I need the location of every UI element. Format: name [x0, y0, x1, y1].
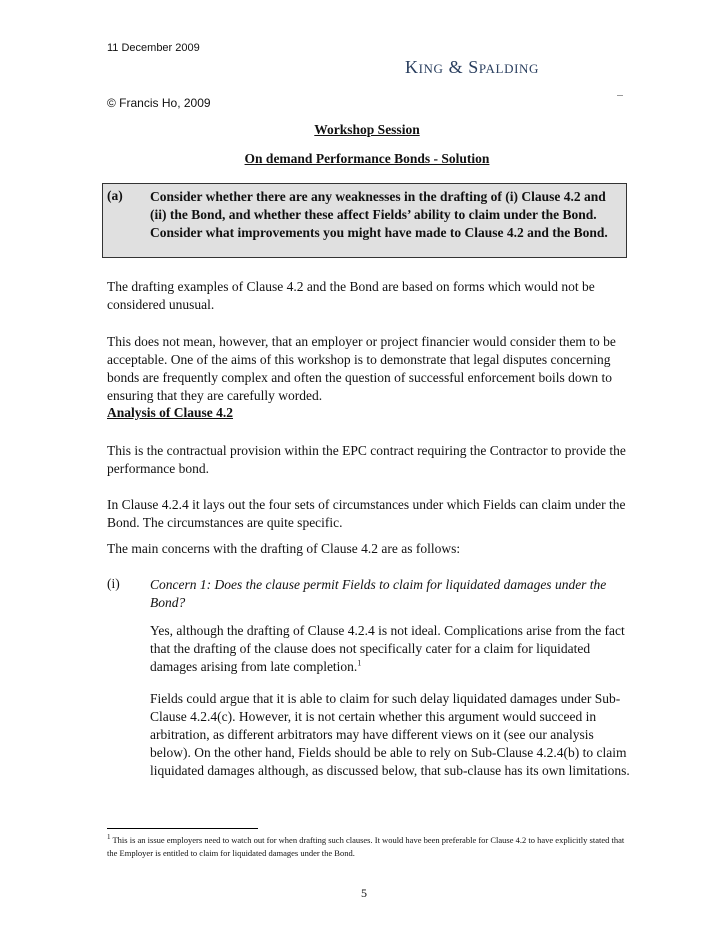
concern-1-answer-text: Yes, although the drafting of Clause 4.2.4 is not ideal. Complications arise from the fact that the drafting of the clause does not specifically cater for a claim for liquidated damages arising from late completion. — [150, 623, 625, 674]
section-heading-analysis: Analysis of Clause 4.2 — [107, 405, 234, 420]
header-copyright: © Francis Ho, 2009 — [107, 96, 211, 110]
footnote-number: 1 — [107, 833, 111, 842]
brand-divider — [617, 95, 623, 96]
concern-1-analysis: Fields could argue that it is able to claim for such delay liquidated damages under Sub-Clause 4.2.4(c). However, it is not certain whether this argument would succeed in arbitration, as different arbitrators may have different views on it (see our analysis below). On the other hand, Fields should be able to rely on Sub-Clause 4.2.4(b) to claim liquidated damages although, as discussed below, that sub-clause has its own limitations. — [150, 691, 630, 778]
paragraph-main-concerns: The main concerns with the drafting of Clause 4.2 are as follows: — [107, 541, 461, 556]
concern-list-label: (i) — [107, 576, 120, 591]
paragraph-acceptability: This does not mean, however, that an employer or project financier would consider them to be acceptable. One of the aims of this workshop is to demonstrate that legal disputes concerning bonds are frequently complex and often the question of successful enforcement boils down to ensuring that they are carefully worded. — [107, 334, 616, 403]
question-text: Consider whether there are any weaknesses in the drafting of (i) Clause 4.2 and (ii) the Bond, and whether these affect Fields’ ability to claim under the Bond. Consider what improvements you might have made to Clause 4.2 and the Bond. — [150, 189, 608, 240]
paragraph-contractual-provision: This is the contractual provision within the EPC contract requiring the Contractor to provide the performance bond. — [107, 443, 626, 476]
concern-1-answer — [150, 622, 630, 676]
footnote — [107, 834, 627, 860]
concern-1-title: Concern 1: Does the clause permit Fields to claim for liquidated damages under the Bond? — [150, 577, 607, 610]
paragraph-clause-424: In Clause 4.2.4 it lays out the four sets of circumstances under which Fields can claim under the Bond. The circumstances are quite specific. — [107, 497, 626, 530]
question-label: (a) — [107, 188, 123, 203]
footnote-text: This is an issue employers need to watch out for when drafting such clauses. It would have been preferable for Clause 4.2 to have explicitly stated that the Employer is entitled to claim for liquidated damages under the Bond. — [107, 835, 625, 858]
page-number: 5 — [361, 886, 367, 900]
header-date: 11 December 2009 — [107, 42, 200, 54]
paragraph-drafting-examples: The drafting examples of Clause 4.2 and the Bond are based on forms which would not be considered unusual. — [107, 279, 595, 312]
subject-title: On demand Performance Bonds - Solution — [244, 151, 490, 166]
footnote-separator — [107, 828, 258, 829]
footnote-reference[interactable]: 1 — [357, 658, 362, 668]
brand-logo: King & Spalding — [405, 57, 539, 77]
session-title: Workshop Session — [314, 122, 420, 137]
